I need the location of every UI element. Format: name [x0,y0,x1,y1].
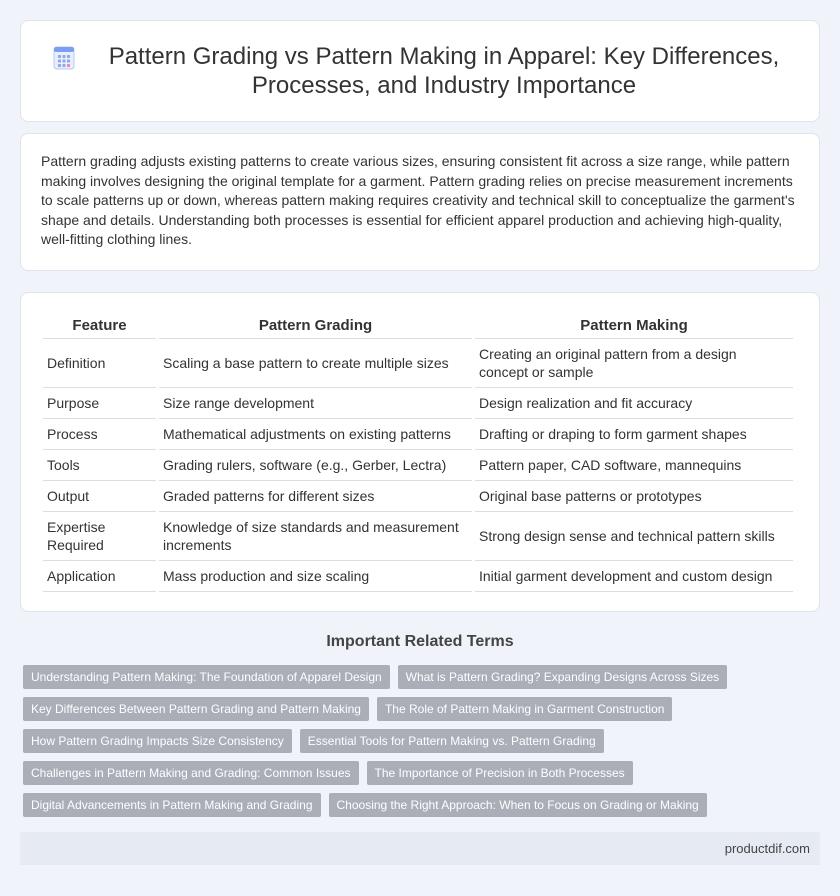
comparison-table [40,313,796,592]
table-cell-feature: Purpose [43,388,156,419]
footer [20,832,820,865]
related-term-tag[interactable]: Key Differences Between Pattern Grading and Pattern Making [23,697,369,721]
tag-row [23,665,823,689]
table-cell-making: Pattern paper, CAD software, mannequins [475,450,793,481]
related-term-tag[interactable]: Challenges in Pattern Making and Grading: Common Issues [23,761,359,785]
table-cell-grading: Mathematical adjustments on existing patterns [159,419,472,450]
related-term-tag[interactable]: Choosing the Right Approach: When to Focus on Grading or Making [329,793,707,817]
intro-text: Pattern grading adjusts existing patterns to create various sizes, ensuring consistent fit across a size range, while pattern making involves designing the original template for a garment. Pattern grading relies on precise measurement increments to scale patterns up or down, whereas pattern making requires creativity and technical skill to conceptualize the garment's shape and details. Understanding both processes is essential for efficient apparel production and achieving high-quality, well-fitting clothing lines. [41,153,795,247]
table-cell-making: Original base patterns or prototypes [475,481,793,512]
table-row [43,339,793,388]
related-term-tag[interactable]: How Pattern Grading Impacts Size Consistency [23,729,292,753]
column-header-pattern-grading: Pattern Grading [159,313,472,339]
table-cell-feature: Expertise Required [43,512,156,561]
table-cell-making: Creating an original pattern from a design concept or sample [475,339,793,388]
table-cell-feature: Application [43,561,156,592]
document-grid-icon [51,45,77,71]
table-cell-making: Drafting or draping to form garment shapes [475,419,793,450]
table-cell-feature: Tools [43,450,156,481]
table-cell-grading: Knowledge of size standards and measurement increments [159,512,472,561]
related-term-tag[interactable]: What is Pattern Grading? Expanding Designs Across Sizes [398,665,728,689]
table-cell-making: Strong design sense and technical pattern skills [475,512,793,561]
intro-card [20,133,820,271]
header [21,42,819,100]
table-cell-grading: Graded patterns for different sizes [159,481,472,512]
table-row [43,419,793,450]
tag-row [23,793,823,817]
table-cell-grading: Scaling a base pattern to create multiple sizes [159,339,472,388]
table-header-row [43,313,793,339]
related-term-tag[interactable]: The Role of Pattern Making in Garment Construction [377,697,672,721]
table-cell-grading: Grading rulers, software (e.g., Gerber, Lectra) [159,450,472,481]
related-term-tag[interactable]: Essential Tools for Pattern Making vs. Pattern Grading [300,729,604,753]
related-term-tag[interactable]: Understanding Pattern Making: The Foundation of Apparel Design [23,665,390,689]
header-card [20,20,820,122]
table-cell-feature: Definition [43,339,156,388]
column-header-feature: Feature [43,313,156,339]
table-row [43,450,793,481]
tag-row [23,729,823,753]
related-term-tag[interactable]: Digital Advancements in Pattern Making and Grading [23,793,321,817]
table-cell-feature: Output [43,481,156,512]
table-row [43,512,793,561]
column-header-pattern-making: Pattern Making [475,313,793,339]
related-term-tag[interactable]: The Importance of Precision in Both Processes [367,761,633,785]
footer-site-name[interactable]: productdif.com [724,841,810,856]
table-cell-grading: Mass production and size scaling [159,561,472,592]
table-row [43,388,793,419]
tag-row [23,697,823,721]
related-terms-title: Important Related Terms [326,633,514,650]
page-title: Pattern Grading vs Pattern Making in Apparel: Key Differences, Processes, and Industry Importance [108,43,780,99]
table-cell-feature: Process [43,419,156,450]
table-cell-grading: Size range development [159,388,472,419]
table-cell-making: Initial garment development and custom design [475,561,793,592]
table-row [43,481,793,512]
comparison-table-card [20,292,820,612]
tag-row [23,761,823,785]
related-terms-tags [23,665,823,825]
table-cell-making: Design realization and fit accuracy [475,388,793,419]
table-row [43,561,793,592]
